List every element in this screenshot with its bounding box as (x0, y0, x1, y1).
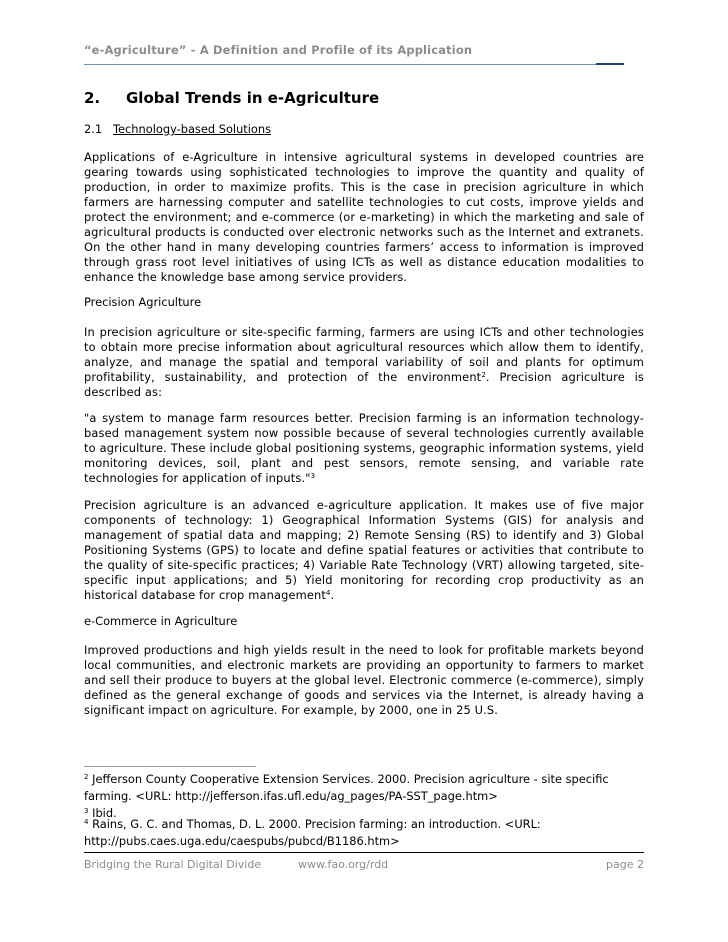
footnote-2-marker: 2 (84, 773, 89, 781)
footnote-2-text: Jefferson County Cooperative Extension Services. 2000. Precision agriculture - site specific farming. <URL: http://jefferson.ifas.ufl.edu/ag_pages/PA-SST_page.htm> (84, 772, 609, 803)
quote-text: "a system to manage farm resources better. Precision farming is an information technology-based management system now possible because of several technologies currently available to agriculture. These include global positioning systems, geographic information systems, yield monitoring devices, soil, plant and pest sensors, remote sensing, and variable rate technologies for application of inputs." (84, 411, 644, 485)
subsection-number: 2.1 (84, 122, 103, 136)
components-end: . (330, 588, 335, 602)
footnote-3-marker: 3 (84, 807, 89, 815)
page-number: page 2 (606, 858, 644, 871)
section-title: Global Trends in e-Agriculture (126, 89, 380, 107)
footnote-ref-2[interactable]: 2 (481, 371, 486, 379)
footnote-2 (84, 771, 644, 805)
footer-url[interactable]: www.fao.org/rdd (298, 858, 389, 871)
components-text: Precision agriculture is an advanced e-agriculture application. It makes use of five major components of technology: 1) Geographical Information Systems (GIS) for analysis and management of spatial data and mapping; 2) Remote Sensing (RS) to identify and 3) Global Positioning Systems (GPS) to locate and define spatial features or activities that contribute to the quality of site-specific practices; 4) Variable Rate Technology (VRT) allowing targeted, site-specific input applications; and 5) Yield monitoring for recording crop productivity as an historical database for crop management (84, 498, 644, 602)
ecommerce-paragraph: Improved productions and high yields result in the need to look for profitable markets beyond local communities, and electronic markets are providing an opportunity to farmers to market and sell their produce to buyers at the global level. Electronic commerce (e-commerce), simply defined as the general exchange of goods and services via the Internet, is already having a significant impact on agriculture. For example, by 2000, one in 25 U.S. (84, 643, 644, 717)
footer-rule (84, 852, 644, 853)
footnote-ref-4[interactable]: 4 (326, 589, 331, 597)
footer-title: Bridging the Rural Digital Divide (84, 858, 262, 871)
precision-paragraph-end: . Precision agriculture is described as: (84, 370, 645, 399)
components-paragraph (84, 498, 644, 603)
header-rule-accent (596, 63, 624, 65)
precision-paragraph (84, 325, 644, 400)
subsection-title: Technology-based Solutions (113, 122, 272, 136)
running-header: “e-Agriculture” - A Definition and Profile of its Application (84, 43, 473, 57)
ecommerce-heading: e-Commerce in Agriculture (84, 614, 238, 628)
subsection-heading (84, 122, 271, 136)
footnote-ref-3[interactable]: 3 (310, 472, 316, 480)
precision-agriculture-heading: Precision Agriculture (84, 295, 202, 309)
section-number: 2. (84, 89, 101, 107)
footnote-4-text: Rains, G. C. and Thomas, D. L. 2000. Precision farming: an introduction. <URL: http://pubs.caes.uga.edu/caespubs/pubcd/B1186.htm> (84, 817, 541, 848)
quote-paragraph (84, 411, 644, 486)
intro-paragraph: Applications of e-Agriculture in intensive agricultural systems in developed countries are gearing towards using sophisticated technologies to improve the quantity and quality of production, in order to maximize profits. This is the case in precision agriculture in which farmers are harnessing computer and satellite technologies to cut costs, improve yields and protect the environment; and e-commerce (or e-marketing) in which the marketing and sale of agricultural products is conducted over electronic networks such as the Internet and extranets. On the other hand in many developing countries farmers’ access to information is improved through grass root level initiatives of using ICTs as well as distance education modalities to enhance the knowledge base among service providers. (84, 150, 644, 284)
footnote-4-marker: 4 (84, 818, 89, 826)
header-rule (84, 64, 624, 65)
footnote-4 (84, 816, 644, 850)
precision-paragraph-text: In precision agriculture or site-specific farming, farmers are using ICTs and other technologies to obtain more precise information about agricultural resources which allow them to identify, analyze, and manage the spatial and temporal variability of soil and plants for optimum profitability, sustainability, and protection of the environment (84, 325, 644, 384)
footnote-3-text: Ibid. (92, 806, 117, 820)
section-heading (84, 89, 379, 107)
footnote-separator (84, 766, 256, 767)
